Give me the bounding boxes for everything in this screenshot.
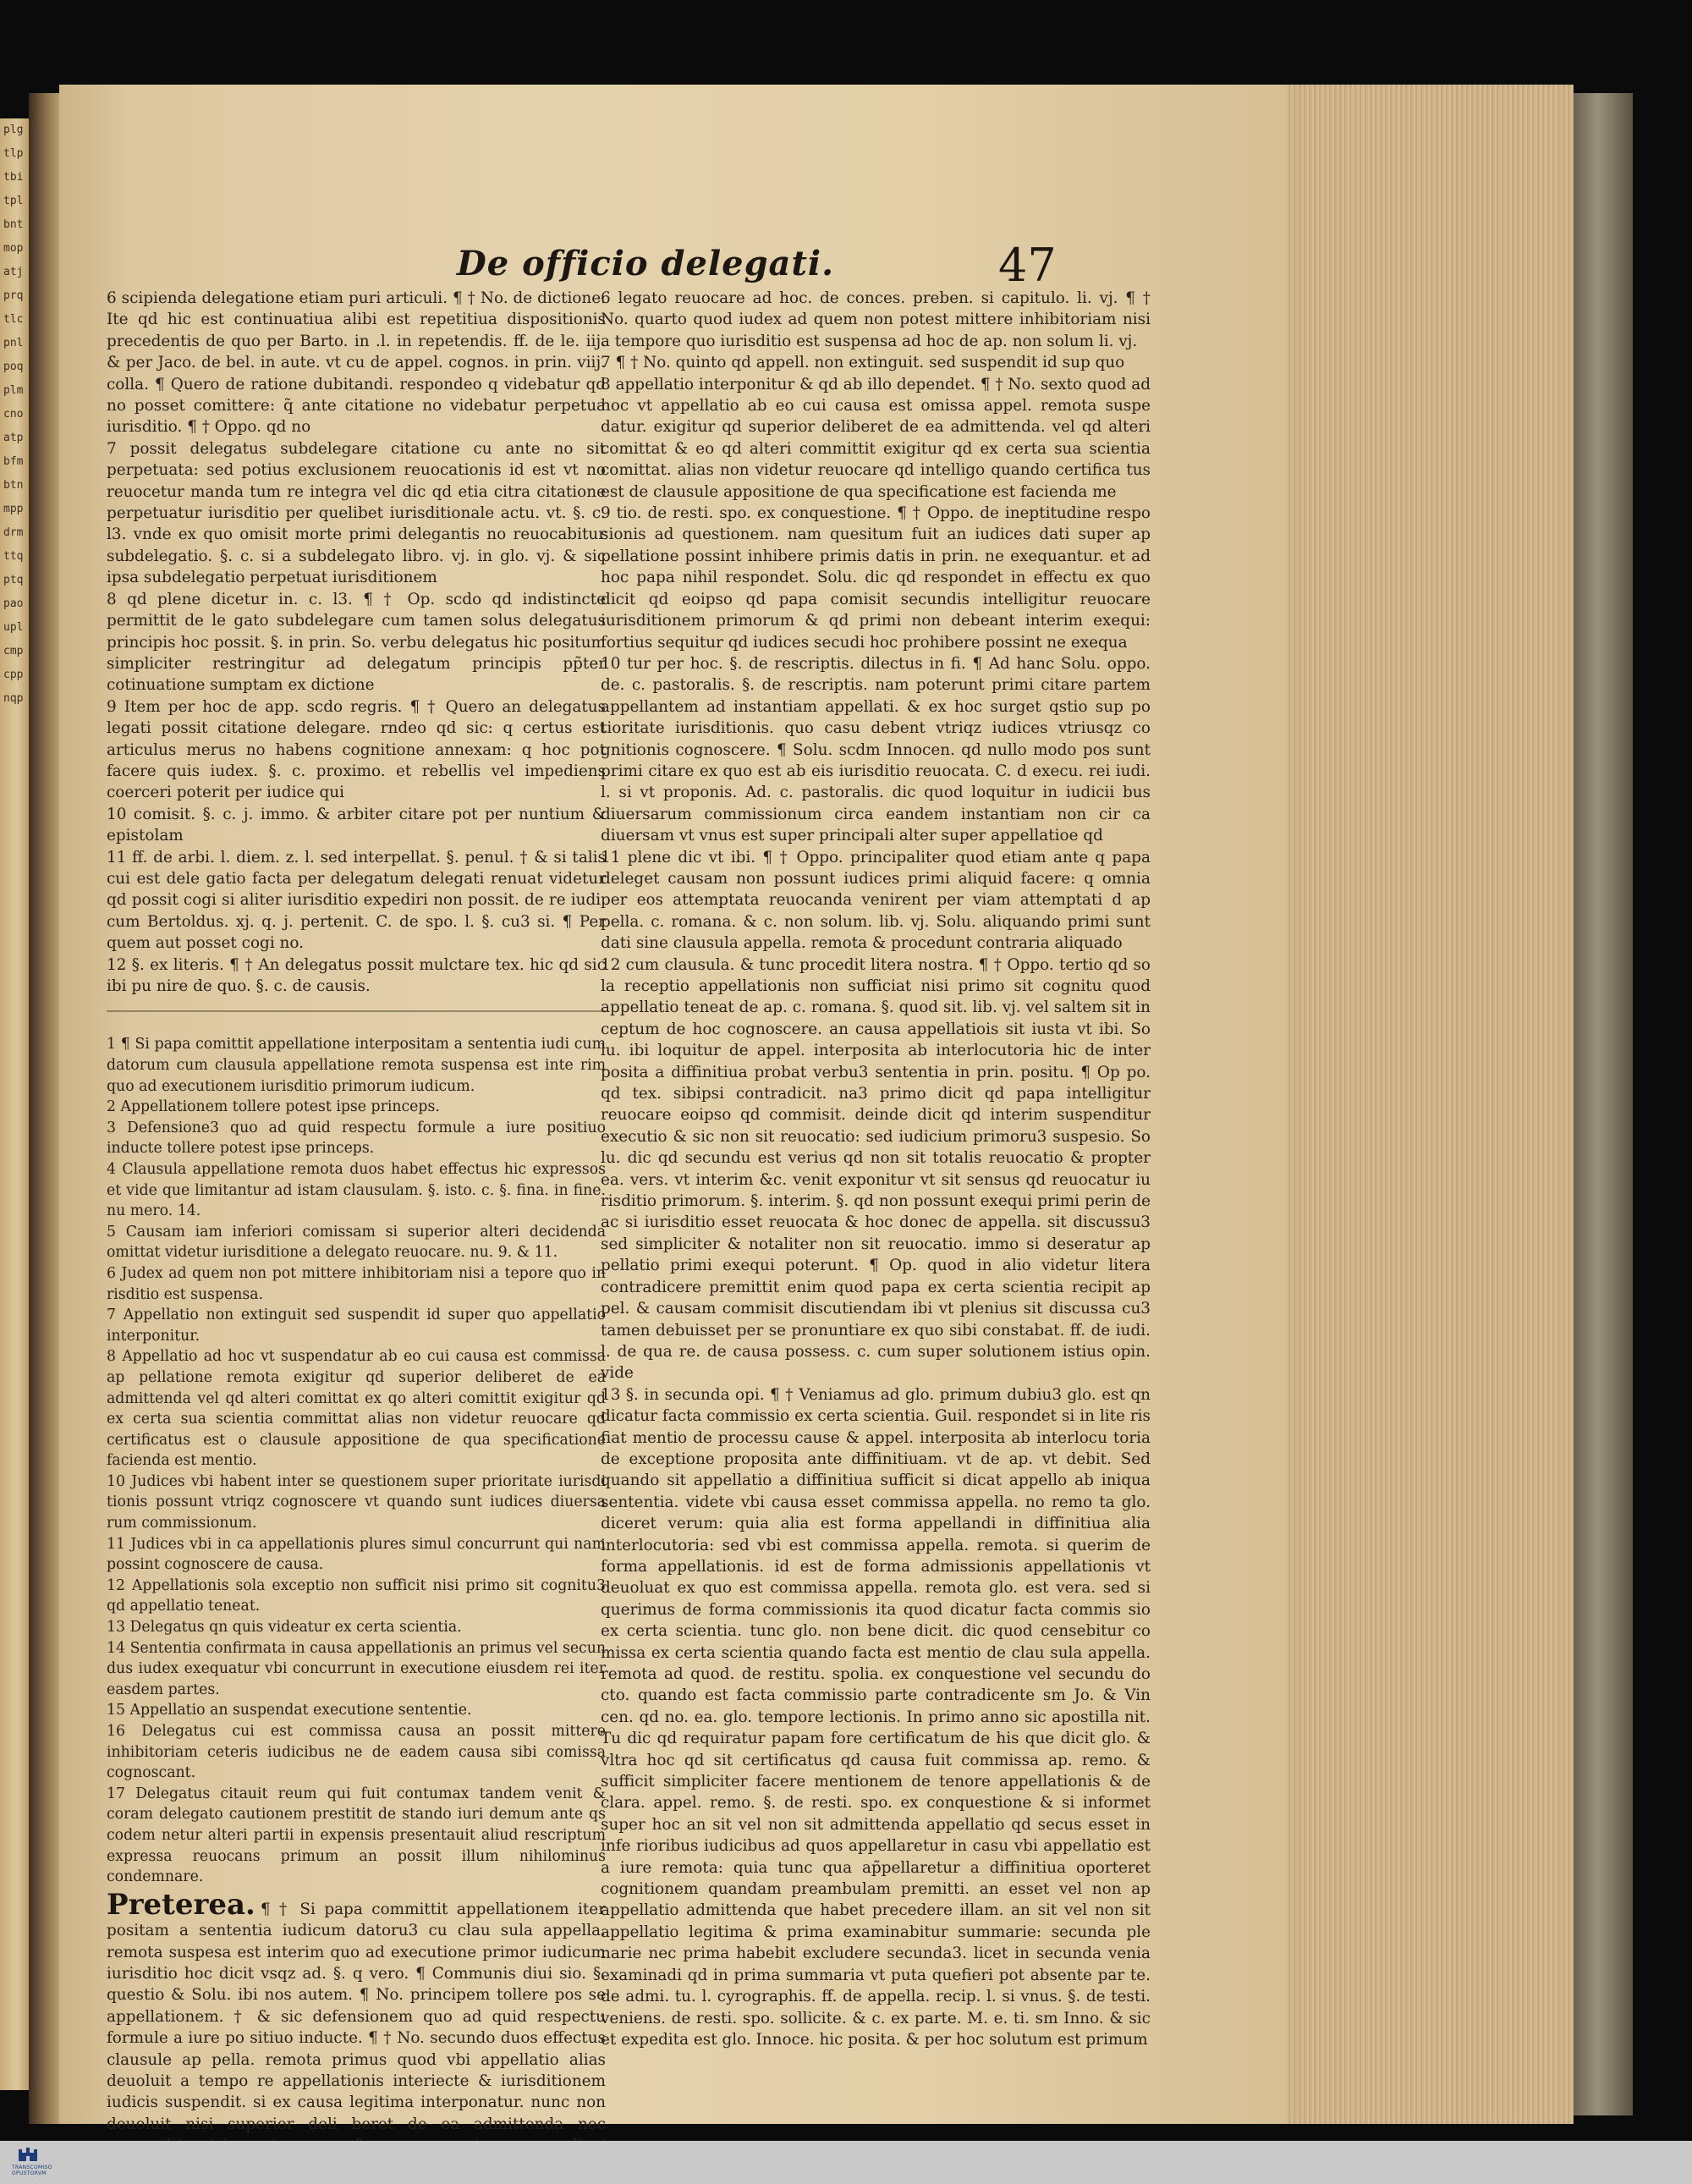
book-gutter — [29, 93, 63, 2124]
summary-item: 4 Clausula appellatione remota duos habet effectus hic expressos et vide que limitantur ad istam clausulam. §. isto. c. §. fina. in fine. nu mero. 14. — [107, 1160, 606, 1220]
gloss-paragraph: 10 tur per hoc. §. de rescriptis. dilectus in fi. ¶ Ad hanc Solu. oppo. de. c. pastoralis. §. de rescriptis. nam poterunt primi citare partem appellantem ad instantiam appellati. & ex hoc surget qstio sup po tioritate iurisditionis. quo casu debent vtriqz iudices vtriusqz co gnitionis cognoscere. ¶ Solu. scdm Innocen. qd nullo modo pos sunt primi citare ex quo est ab eis iurisditio reuocata. C. d execu. rei iudi. l. si vt proponis. Ad. c. pastoralis. dic quod loquitur in iudicii bus diuersarum commissionum circa eandem instantiam non cir ca diuersam vt vnus est super principali alter super appellatioe qd — [601, 654, 1151, 845]
logo-text: TRANSCOMISO OPUSTORVM — [12, 2165, 52, 2176]
right-column — [601, 288, 1151, 2050]
commentary-text: ¶ † Si papa committit appellationem iter positam a sententia iudicum datoru3 cu clau sula appella. remota suspesa est interim quo ad executione primor iudicum iurisditio hoc dicit vsqz ad. §. q vero. ¶ Communis diui sio. §. questio & Solu. ibi nos autem. ¶ No. principem tollere pos se appellationem. † & sic defensionem quo ad quid respectu formule a iure po sitiuo inducte. ¶ † No. secundo duos effectus clausule ap pella. remota primus quod vbi appellatio alias deuoluit a tempo re appellationis interiecte & iurisditionem iudicis suspendit. si ex causa legitima interponatur. nunc non deuoluit nisi superior deli beret de ea admittenda nec — [107, 1900, 606, 2133]
book-page — [59, 85, 1286, 2133]
gloss-paragraph: 8 qd plene dicetur in. c. l3. ¶ † Op. scdo qd indistincte permittit de le gato subdelegare cum tamen solus delegatus principis hoc possit. §. in prin. So. verbu delegatus hic positum simpliciter restringitur ad delegatum principis pp̃ter cotinuatione sumptam ex dictione — [107, 590, 606, 695]
summary-item: 11 Judices vbi in ca appellationis plures simul concurrunt qui nam possint cognoscere de causa. — [107, 1535, 606, 1574]
gloss-paragraph: 10 comisit. §. c. j. immo. & arbiter citare pot per nuntium & epistolam — [107, 805, 606, 845]
summary-item: 2 Appellationem tollere potest ipse princeps. — [107, 1098, 440, 1116]
right-gloss — [601, 288, 1151, 2050]
summary-item: 13 Delegatus qn quis videatur ex certa scientia. — [107, 1619, 462, 1637]
castle-icon — [17, 2146, 39, 2163]
gloss-paragraph: 8 appellatio interponitur & qd ab illo dependet. ¶ † No. sexto quod ad hoc vt appellatio ab eo cui causa est omissa appel. remota suspe datur. exigitur qd superior deliberet de ea admittenda. vel qd alteri comittat & eo qd alteri committit exigitur qd ex certa sua scientia comittat. alias non videtur reuocare qd intelligo quando certifica tus est de clausule appositione de qua specificatione est facienda me — [601, 375, 1151, 501]
gloss-paragraph: 6 scipienda delegatione etiam puri articuli. ¶ † No. de dictione. Ite qd hic est continuatiua alibi est repetitiua dispositionis precedentis de quo per Barto. in .l. in repetendis. ff. de le. iij. & per Jaco. de bel. in aute. vt cu de appel. cognos. in prin. viij. colla. ¶ Quero de ratione dubitandi. respondeo q videbatur qd no posset comittere: q̃ ante citatione no videbatur perpetua iurisditio. ¶ † Oppo. qd no — [107, 289, 606, 437]
summary-item: 5 Causam iam inferiori comissam si superior alteri decidenda omittat videtur iurisditione a delegato reuocare. nu. 9. & 11. — [107, 1223, 606, 1262]
gloss-paragraph: 11 plene dic vt ibi. ¶ † Oppo. principaliter quod etiam ante q papa deleget causam non possunt iudices primi aliquid facere: q omnia per eos attemptata reuocanda venirent per viam attemptati d ap pella. c. romana. & c. non solum. lib. vj. Solu. aliquando primi sunt dati sine clausula appella. remota & procedunt contraria aliquado — [601, 848, 1151, 953]
viewer-bottom-bar — [0, 2141, 1692, 2184]
gloss-paragraph: 11 ff. de arbi. l. diem. z. l. sed interpellat. §. penul. † & si talis cui est dele gatio facta per delegatum delegati renuat videtur qd possit cogi si aliter iurisditio expediri non possit. de re iudi. cum Bertoldus. xj. q. j. pertenit. C. de spo. l. §. cu3 si. ¶ Per quem aut posset cogi no. — [107, 848, 606, 953]
gloss-paragraph: 7 possit delegatus subdelegare citatione cu ante no sit perpetuata: sed potius exclusionem reuocationis id est vt no reuocetur manda tum re integra vel dic qd etia citra citatione perpetuatur iurisditio per quelibet iurisditionale actu. vt. §. c. l3. vnde ex quo omisit morte primi delegantis no reuocabitur subdelegatio. §. c. si a subdelegato libro. vj. in glo. vj. & sic ipsa subdelegatio perpetuat iurisditionem — [107, 439, 606, 587]
commentary-paragraph — [107, 1887, 606, 2178]
summary-item: 16 Delegatus cui est commissa causa an possit mittere inhibitoriam ceteris iudicibus ne de eadem causa sibi comissa cognoscant. — [107, 1723, 606, 1782]
summary-item: 12 Appellationis sola exceptio non sufficit nisi primo sit cognitu3 qd appellatio teneat. — [107, 1576, 606, 1615]
gloss-paragraph: 7 ¶ † No. quinto qd appell. non extinguit. sed suspendit id sup quo — [601, 354, 1125, 372]
gloss-paragraph: 9 tio. de resti. spo. ex conquestione. ¶ † Oppo. de ineptitudine respo sionis ad questionem. nam quesitum fuit an iudices dati super ap pellatione possint inhibere primis datis in prin. ne exequantur. et ad hoc papa nihil respondet. Solu. dic qd respondet in effectu ex quo dicit qd eoipso qd papa comisit secundis intelligitur reuocare iurisditionem primorum & qd primi non debeant interim exequi: fortius sequitur qd iudices secudi hoc prohibere possint ne exequa — [601, 504, 1151, 652]
library-logo[interactable] — [12, 2146, 52, 2180]
gloss-paragraph: 12 cum clausula. & tunc procedit litera nostra. ¶ † Oppo. tertio qd so la receptio appellationis non sufficiat nisi primo sit cognitu quod appellatio teneat de ap. c. romana. §. quod sit. lib. vj. vel saltem sit in ceptum de hoc cognoscere. an causa appellatiois sit iusta vt ibi. So lu. ibi loquitur de appel. interposita ab interlocutoria hic de inter posita a diffinitiua probat verbu3 sententia in prin. positu. ¶ Op po. qd tex. sibipsi contradicit. na3 primo dicit qd papa intelligitur reuocare eoipso qd commisit. deinde dicit qd interim suspenditur executio & sic non sit reuocatio: sed iudicium primoru3 suspesio. So lu. dic qd secundu est verius qd non sit totalis reuocatio & propter ea. vers. vt interim &c. venit exponitur vt sit sensus qd reuocatur iu risditio primorum. §. interim. §. qd non possunt exequi primi perin de ac si iurisditio esset reuocata & hoc donec de appella. sit discussu3 sed simpliciter & notaliter non sit reuocatio. immo si deseratur ap pellatio primi exequi poterunt. ¶ Op. quod in alio videtur litera contradicere premittit enim quod papa ex certa scientia recipit ap pel. & causam commisit discutiendam ibi vt plenius sit discussa cu3 tamen debuisset per se pronuntiare ex quo sibi constabat. ff. de iudi. l. de qua re. de causa possess. c. cum super solutionem istius opin. vide — [601, 955, 1151, 1383]
summaria-list — [107, 1034, 606, 1887]
running-head: De officio delegati. — [457, 244, 835, 283]
gloss-paragraph: 13 §. in secunda opi. ¶ † Veniamus ad glo. primum dubiu3 glo. est qn dicatur facta commissio ex certa scientia. Guil. respondet si in lite ris fiat mentio de processu cause & appel. interposita ab interlocu toria de exceptione proposita ante diffinitiuam. vt de ap. vt debit. Sed quando sit appellatio a diffinitiua sufficit si dicat appello ab iniqua sententia. videte vbi causa esset commissa appella. no remo ta glo. diceret verum: quia alia est forma appellandi in diffinitiua alia interlocutoria: sed vbi est commissa appella. remota. si querim de forma appellationis. id est de forma admissionis appellationis vt deuoluat ex quo est commissa appella. remota glo. est vera. sed si querimus de forma commissionis ita quod dicatur facta commis sio ex certa scientia. tunc glo. non bene dicit. dic quod censebitur co missa ex certa scientia quando facta est mentio de clau sula appella. remota ad quod. de restitu. spolia. ex conquestione vel secundu do cto. quando est facta commissio parte contradicente sm Jo. & Vin cen. qd no. ea. glo. tempore lectionis. In primo anno sic apostilla nit. Tu dic qd requiratur papam fore certificatum de his que dicit glo. & vltra hoc qd sit certificatus qd causa fuit commissa ap. remo. & sufficit simpliciter facere mentionem de tenore appellationis & de clara. appel. remo. §. de resti. spo. ex conquestione & si informet super hoc an sit vel non sit admittenda appellatio qd secus esset in infe rioribus iudicibus ad quos appellaretur in casu vbi appellatio est a iure remota: quia tunc qua ap̃pellaretur a diffinitiua oporteret cognitionem quandam preambulam premitti. an esset vel non ap appellatio admittenda que habet precedere illam. an sit vel non sit appellatio legitima & prima examinabitur summarie: secunda ple narie nec prima habebit excludere secunda3. licet in secunda venia examinadi qd in prima summaria vt puta quefieri pot absente par te. de admi. tu. l. cyrographis. ff. de appella. recip. l. si vnus. §. de testi. veniens. de resti. spo. sollicite. & c. ex parte. M. e. ti. sm Inno. & sic et expedita est glo. Innoce. hic posita. & per hoc solutum est primum — [601, 1385, 1151, 2049]
section-divider — [107, 1010, 606, 1012]
gloss-paragraph: 9 Item per hoc de app. scdo regris. ¶ † Quero an delegatus legati possit citatione delegare. rndeo qd sic: q certus est articulus merus no habens cognitione annexam: q hoc pot facere quis iudex. §. c. proximo. et rebellis vel impediens coerceri poterit per iudice qui — [107, 697, 606, 802]
gloss-paragraph: 12 §. ex literis. ¶ † An delegatus possit mulctare tex. hic qd sic ibi pu nire de quo. §. c. de causis. — [107, 955, 606, 995]
page-block-fore-edge — [1286, 85, 1574, 2124]
folio-number: 47 — [998, 239, 1057, 292]
summary-item: 15 Appellatio an suspendat executione sententie. — [107, 1702, 472, 1719]
summary-item: 17 Delegatus citauit reum qui fuit contumax tandem venit & coram delegato cautionem prestitit de stando iuri demum ante qs codem netur alteri partii in expensis presentauit aliud rescriptum expressa reuocans primum an possit illum nihilominus condemnare. — [107, 1785, 606, 1886]
summary-item: 7 Appellatio non extinguit sed suspendit id super quo appellatio interponitur. — [107, 1307, 606, 1345]
book-cover-edge — [1574, 93, 1633, 2115]
summary-item: 10 Judices vbi habent inter se questionem super prioritate iurisdi tionis possunt vtriqz cognoscere vt quando sunt iudices diuersa rum commissionum. — [107, 1472, 606, 1532]
main-commentary — [107, 1887, 606, 2178]
left-gloss — [107, 288, 606, 997]
summary-item: 6 Judex ad quem non pot mittere inhibitoriam nisi a tepore quo in risditio est suspensa. — [107, 1264, 606, 1303]
summary-item: 8 Appellatio ad hoc vt suspendatur ab eo cui causa est commissa ap pellatione remota exigitur qd superior deliberet de ea admittenda vel qd alteri comittat ex qo alteri comittit exigitur qd ex certa sua scientia committat alias non videtur reuocare qd certificatus est o clausule appositione de qua specificatione facienda est mentio. — [107, 1348, 606, 1470]
lemma-word: Preterea. — [107, 1887, 255, 1922]
summary-item: 14 Sententia confirmata in causa appellationis an primus vel secun dus iudex exequatur vbi concurrunt in executione eiusdem rei iter easdem partes. — [107, 1639, 606, 1698]
summary-item: 1 ¶ Si papa comittit appellatione interpositam a sententia iudi cum datorum cum clausula appellatione remota suspensa est inte rim quo ad executionem iurisditio primorum iudicum. — [107, 1036, 606, 1095]
left-page-margin-fragments: plgtlptbitplbntmopatjprqtlcpnlpoqplmcnoatpbfmbtnmppdrmttqptqpaouplcmpcppnqp — [3, 124, 24, 705]
gloss-paragraph: 6 legato reuocare ad hoc. de conces. preben. si capitulo. li. vj. ¶ † No. quarto quod iudex ad quem non potest mittere inhibitoriam nisi a tempore quo iurisditio est suspensa ad hoc de ap. non solum li. vj. — [601, 289, 1151, 350]
left-column — [107, 288, 606, 2178]
summary-item: 3 Defensione3 quo ad quid respectu formule a iure positiuo inducte tollere potest ipse princeps. — [107, 1119, 606, 1158]
